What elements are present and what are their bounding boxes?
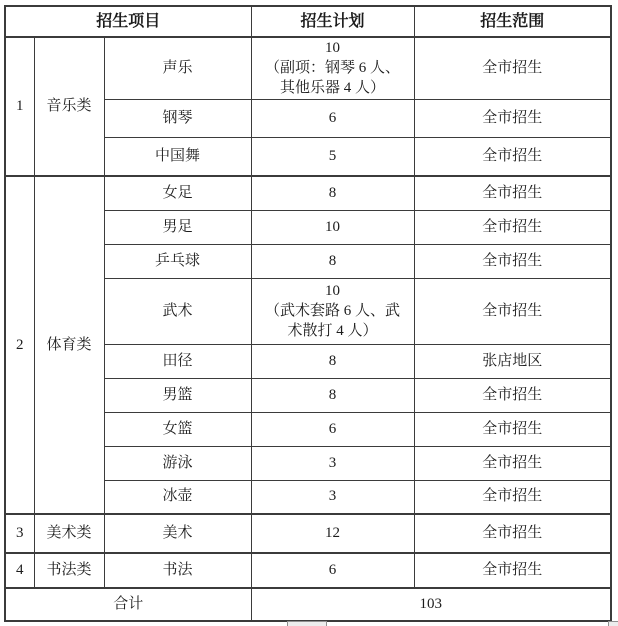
row-serial: 2 xyxy=(5,176,34,514)
row-scope: 全市招生 xyxy=(414,37,611,99)
row-category: 音乐类 xyxy=(34,37,104,176)
plan-line: 10 xyxy=(325,40,340,57)
row-scope: 全市招生 xyxy=(414,378,611,412)
footer-row xyxy=(5,588,611,621)
row-plan: 5 xyxy=(251,137,414,176)
plan-line: 其他乐器 4 人） xyxy=(279,80,385,97)
col-header-plan: 招生计划 xyxy=(251,6,414,37)
row-project: 武术 xyxy=(104,278,251,344)
row-plan: 6 xyxy=(251,99,414,137)
row-scope: 全市招生 xyxy=(414,176,611,210)
row-scope: 全市招生 xyxy=(414,480,611,514)
row-scope: 全市招生 xyxy=(414,137,611,176)
row-project: 冰壶 xyxy=(104,480,251,514)
row-plan: 10 xyxy=(251,210,414,244)
row-project: 田径 xyxy=(104,344,251,378)
row-plan: 6 xyxy=(251,553,414,588)
plan-line: （武术套路 6 人、武 xyxy=(264,303,400,319)
header-row xyxy=(5,6,611,37)
cropped-element-below-table-right xyxy=(608,621,618,626)
row-project: 钢琴 xyxy=(104,99,251,137)
row-category: 美术类 xyxy=(34,514,104,553)
cropped-element-below-table-left xyxy=(287,621,327,626)
row-scope: 全市招生 xyxy=(414,514,611,553)
row-plan: 8 xyxy=(251,176,414,210)
row-plan: 3 xyxy=(251,446,414,480)
col-header-project: 招生项目 xyxy=(5,6,251,37)
total-label: 合计 xyxy=(5,588,251,621)
row-scope: 全市招生 xyxy=(414,446,611,480)
table-row-vocal xyxy=(5,37,611,99)
row-category: 书法类 xyxy=(34,553,104,588)
row-project: 女篮 xyxy=(104,412,251,446)
row-plan: 8 xyxy=(251,244,414,278)
row-project: 声乐 xyxy=(104,37,251,99)
row-scope: 全市招生 xyxy=(414,244,611,278)
row-scope: 全市招生 xyxy=(414,278,611,344)
row-project: 美术 xyxy=(104,514,251,553)
row-project: 男篮 xyxy=(104,378,251,412)
row-plan: 8 xyxy=(251,344,414,378)
row-scope: 全市招生 xyxy=(414,553,611,588)
row-serial: 1 xyxy=(5,37,34,176)
row-serial: 3 xyxy=(5,514,34,553)
row-project: 游泳 xyxy=(104,446,251,480)
row-plan: 6 xyxy=(251,412,414,446)
row-project: 乒乓球 xyxy=(104,244,251,278)
table-row-calligraphy xyxy=(5,553,611,588)
enrollment-table xyxy=(4,5,612,622)
table-row-womens-soccer xyxy=(5,176,611,210)
row-plan: 8 xyxy=(251,378,414,412)
row-serial: 4 xyxy=(5,553,34,588)
row-scope: 全市招生 xyxy=(414,99,611,137)
total-value: 103 xyxy=(251,588,611,621)
plan-line: （副项：钢琴 6 人、 xyxy=(264,60,400,77)
row-project: 女足 xyxy=(104,176,251,210)
row-scope: 张店地区 xyxy=(414,344,611,378)
plan-line: 术散打 4 人） xyxy=(287,323,378,339)
row-plan: 3 xyxy=(251,480,414,514)
row-category: 体育类 xyxy=(34,176,104,514)
row-scope: 全市招生 xyxy=(414,210,611,244)
row-scope: 全市招生 xyxy=(414,412,611,446)
row-project: 中国舞 xyxy=(104,137,251,176)
row-project: 书法 xyxy=(104,553,251,588)
row-project: 男足 xyxy=(104,210,251,244)
row-plan xyxy=(251,278,414,344)
plan-line: 10 xyxy=(325,283,340,299)
table-row-fine-arts xyxy=(5,514,611,553)
row-plan xyxy=(251,37,414,99)
col-header-scope: 招生范围 xyxy=(414,6,611,37)
row-plan: 12 xyxy=(251,514,414,553)
